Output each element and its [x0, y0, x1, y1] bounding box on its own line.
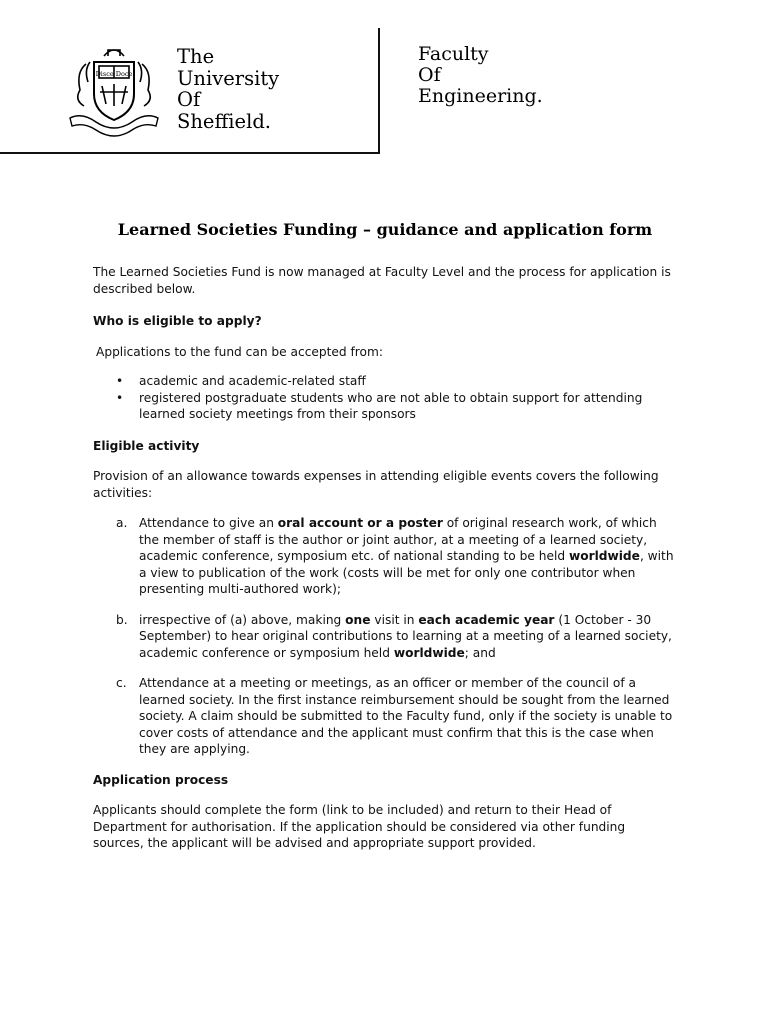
university-name-line: Of: [177, 88, 201, 111]
faculty-name-line: Engineering.: [418, 85, 543, 107]
eligibility-lead: Applications to the fund can be accepted from:: [96, 344, 383, 359]
university-crest-icon: [66, 42, 162, 142]
list-item-text: registered postgraduate students who are not able to obtain support for attending learned society meetings from their sponsors: [139, 390, 643, 421]
activity-list: [93, 515, 678, 758]
list-marker: c.: [116, 676, 127, 690]
svg-text:Disce Doce: Disce Doce: [95, 70, 133, 78]
intro-paragraph: The Learned Societies Fund is now managed at Faculty Level and the process for application is described below.: [93, 265, 671, 296]
header-divider-vertical: [378, 28, 380, 154]
document-title: Learned Societies Funding – guidance and application form: [117, 220, 653, 239]
section-heading-eligibility: Who is eligible to apply?: [93, 314, 262, 328]
list-item: a. Attendance to give an oral account or a poster of original research work, of which the member of staff is the author or joint author, at a meeting of a learned society, academic conference, symposium etc. of national standing to be held worldwide, with a view to publication of the work (costs will be met for only one contributor when presenting multi-authored work);: [116, 516, 674, 596]
university-name-line: The: [177, 45, 215, 68]
section-heading-activity: Eligible activity: [93, 438, 200, 453]
list-item-text: academic and academic-related staff: [139, 374, 366, 388]
section-heading-process: Application process: [93, 772, 229, 787]
list-marker: a.: [116, 516, 128, 530]
university-name: [177, 46, 279, 132]
list-item: b. irrespective of (a) above, making one visit in each academic year (1 October - 30 September) to hear original contributions to learning at a meeting of a learned society, academic conference or symposium held worldwide; and: [116, 612, 672, 660]
list-item: [93, 373, 678, 390]
header-divider-horizontal: [0, 152, 380, 154]
university-name-line: Sheffield.: [177, 109, 272, 133]
list-item: c. Attendance at a meeting or meetings, as an officer or member of the council of a learned society. In the first instance reimbursement should be sought from the learned society. A claim should be submitted to the Faculty fund, only if the society is unable to cover costs of attendance and the applicant must confirm that this is the case when they are applying.: [116, 676, 673, 756]
process-paragraph: Applicants should complete the form (link to be included) and return to their Head of Department for authorisation. If the application should be considered via other funding sources, the applicant will be advised and appropriate support provided.: [93, 803, 626, 850]
list-item: [93, 390, 678, 423]
document-body: [93, 264, 678, 866]
eligibility-list: [93, 373, 678, 423]
university-name-line: University: [177, 66, 280, 90]
bullet-icon: •: [116, 390, 124, 405]
bullet-icon: •: [116, 374, 124, 388]
list-marker: b.: [116, 612, 128, 627]
faculty-name-line: Faculty: [418, 43, 489, 65]
faculty-name-line: Of: [418, 64, 441, 86]
activity-lead: Provision of an allowance towards expenses in attending eligible events covers the following activities:: [93, 469, 659, 500]
faculty-name: [418, 44, 543, 107]
